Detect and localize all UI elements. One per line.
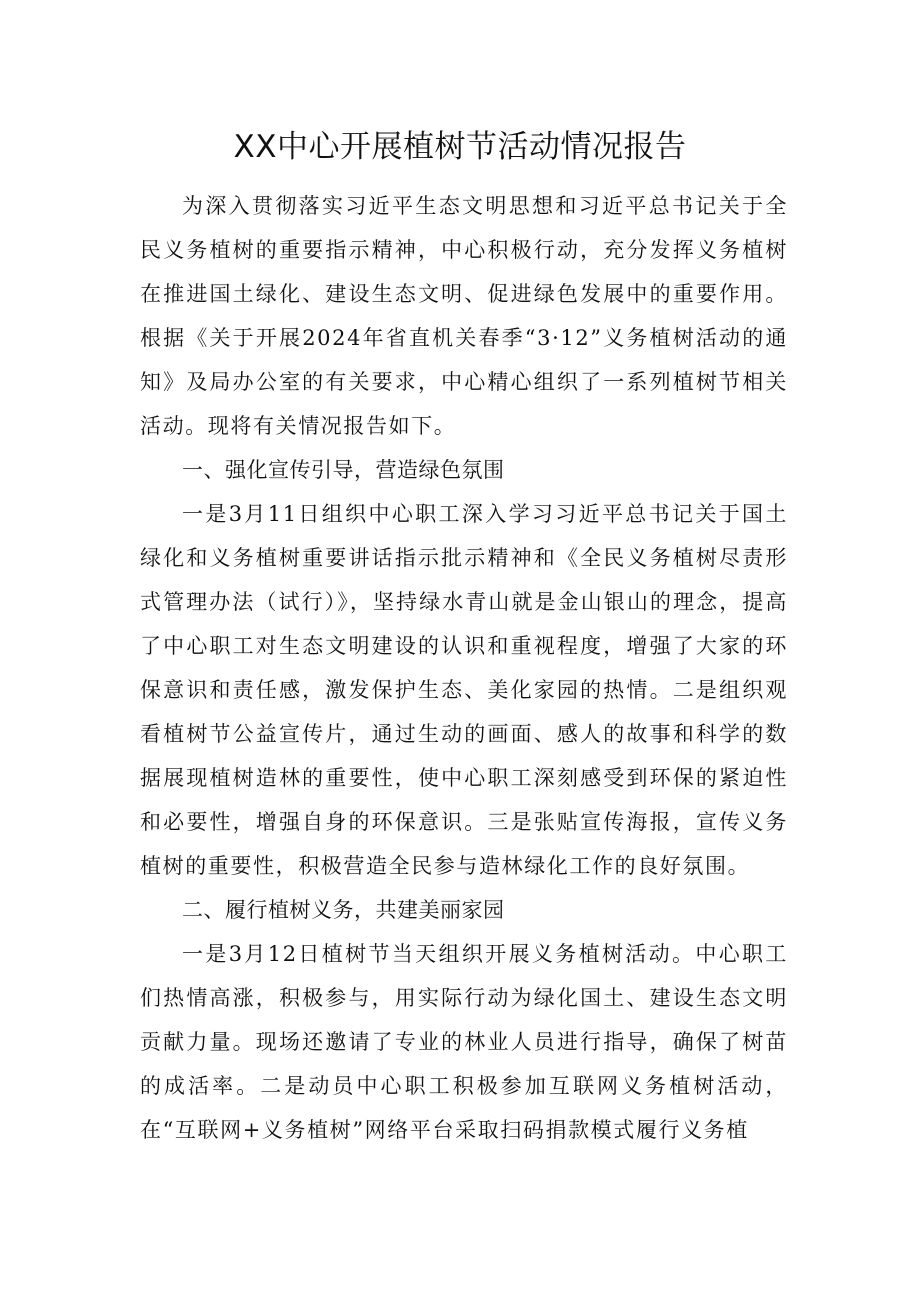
section-1-heading: 一、强化宣传引导，营造绿色氛围: [182, 458, 505, 482]
section-2-heading: 二、履行植树义务，共建美丽家园: [182, 898, 505, 922]
section-2-paragraph: 一是3月12日植树节当天组织开展义务植树活动。中心职工们热情高涨，积极参与，用实际行动为绿化国土、建设生态文明贡献力量。现场还邀请了专业的林业人员进行指导，确保了树苗的成活率。二是动员中心职工积极参加互联网义务植树活动，在“互联网+义务植树”网络平台采取扫码捐款模式履行义务植: [140, 942, 788, 1142]
intro-paragraph: 为深入贯彻落实习近平生态文明思想和习近平总书记关于全民义务植树的重要指示精神，中心积极行动，充分发挥义务植树在推进国土绿化、建设生态文明、促进绿色发展中的重要作用。根据《关于开展2024年省直机关春季“3·12”义务植树活动的通知》及局办公室的有关要求，中心精心组织了一系列植树节相关活动。现将有关情况报告如下。: [140, 194, 788, 438]
section-1-paragraph: 一是3月11日组织中心职工深入学习习近平总书记关于国土绿化和义务植树重要讲话指示批示精神和《全民义务植树尽责形式管理办法（试行）》，坚持绿水青山就是金山银山的理念，提高了中心职工对生态文明建设的认识和重视程度，增强了大家的环保意识和责任感，激发保护生态、美化家园的热情。二是组织观看植树节公益宣传片，通过生动的画面、感人的故事和科学的数据展现植树造林的重要性，使中心职工深刻感受到环保的紧迫性和必要性，增强自身的环保意识。三是张贴宣传海报，宣传义务植树的重要性，积极营造全民参与造林绿化工作的良好氛围。: [140, 502, 788, 878]
document-body: [140, 184, 788, 1152]
document-title: XX中心开展植树节活动情况报告: [233, 129, 687, 165]
